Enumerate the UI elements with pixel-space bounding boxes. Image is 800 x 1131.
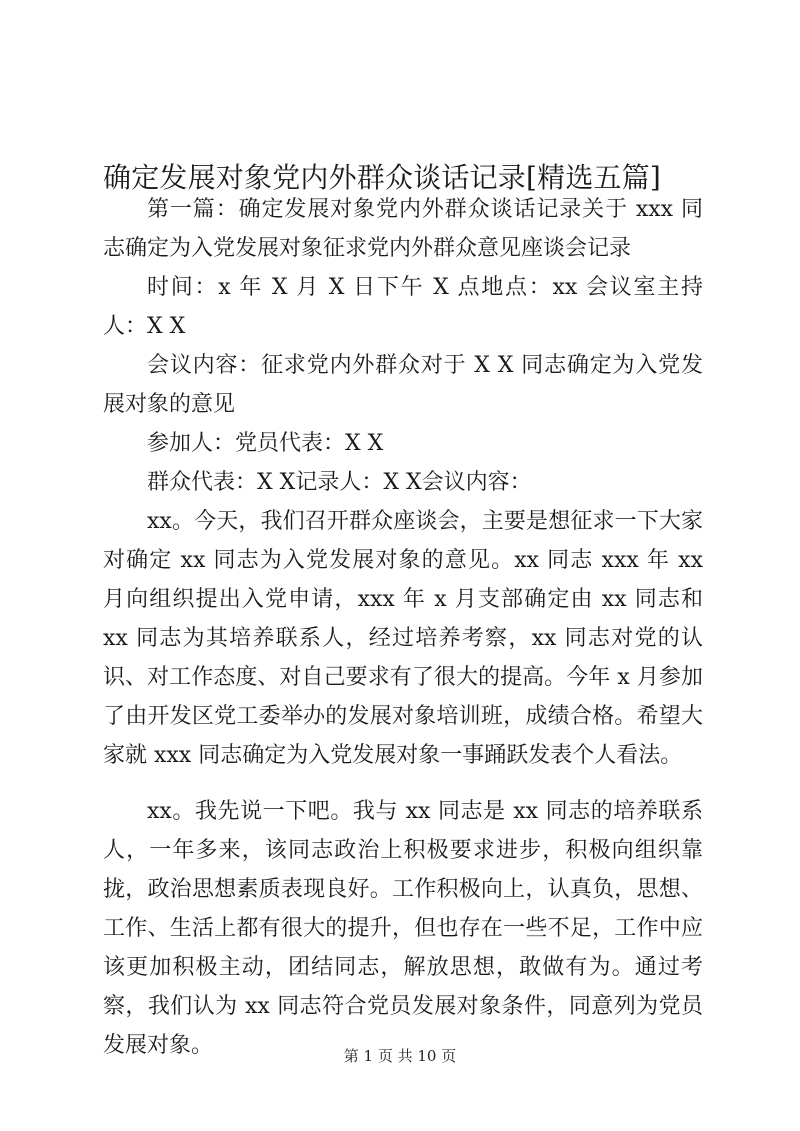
paragraph-masses-representatives: 群众代表：X X记录人：X X会议内容：: [147, 470, 532, 495]
paragraph-spacer: [103, 775, 703, 792]
paragraph-participants: 参加人：党员代表：X X: [147, 431, 384, 456]
page-footer: 第 1 页 共 10 页: [343, 1047, 457, 1065]
paragraph-intro: 第一篇：确定发展对象党内外群众谈话记录关于 xxx 同志确定为入党发展对象征求党内外群众意见座谈会记录: [103, 197, 703, 261]
document-title: 确定发展对象党内外群众谈话记录[精选五篇]: [103, 160, 662, 194]
paragraph-contact-statement: xx。我先说一下吧。我与 xx 同志是 xx 同志的培养联系人，一年多来，该同志政治上积极要求进步，积极向组织靠拢，政治思想素质表现良好。工作积极向上，认真负，思想、工作、生活上都有很大的提升，但也存在一些不足，工作中应该更加积极主动，团结同志，解放思想，敢做有为。通过考察，我们认为 xx 同志符合党员发展对象条件，同意列为党员发展对象。: [103, 799, 703, 1058]
paragraph-meeting-content: 会议内容：征求党内外群众对于 X X 同志确定为入党发展对象的意见: [103, 353, 703, 417]
paragraph-opening-remarks: xx。今天，我们召开群众座谈会，主要是想征求一下大家对确定 xx 同志为入党发展对象的意见。xx 同志 xxx 年 xx 月向组织提出入党申请，xxx 年 x 月支部确定由 xx 同志和 xx 同志为其培养联系人，经过培养考察，xx 同志对党的认识、对工作态度、对自己要求有了很大的提高。今年 x 月参加了由开发区党工委举办的发展对象培训班，成绩合格。希望大家就 xxx 同志确定为入党发展对象一事踊跃发表个人看法。: [103, 509, 703, 768]
paragraph-time-location: 时间：x 年 X 月 X 日下午 X 点地点：xx 会议室主持人：X X: [103, 275, 703, 339]
document-body: [103, 190, 703, 1065]
